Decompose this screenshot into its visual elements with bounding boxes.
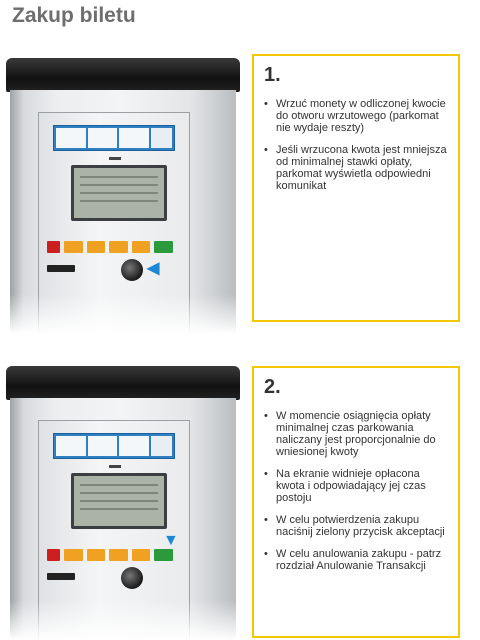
meter-display bbox=[71, 473, 167, 529]
bullet-list bbox=[262, 98, 448, 202]
meter-keypad bbox=[47, 241, 173, 253]
ticket-slot bbox=[109, 157, 121, 160]
parking-meter-illustration bbox=[6, 52, 242, 334]
function-key bbox=[87, 241, 106, 253]
bullet-item: • Jeśli wrzucona kwota jest mniejsza od minimalnej stawki opłaty, parkomat wyświetla odpowiedni komunikat bbox=[262, 144, 448, 192]
page-title: Zakup biletu bbox=[12, 4, 136, 27]
bullet-item: • W momencie osiągnięcia opłaty minimalnej czas parkowania naliczany jest proporcjonalnie do wniesionej kwoty bbox=[262, 410, 448, 458]
step-1-instructions bbox=[252, 54, 460, 322]
cancel-key bbox=[47, 549, 60, 561]
step-2-instructions bbox=[252, 366, 460, 638]
bullet-list bbox=[262, 410, 448, 582]
coin-insert bbox=[121, 259, 143, 281]
meter-display bbox=[71, 165, 167, 221]
step-1-section bbox=[0, 52, 480, 334]
coin-insert bbox=[121, 567, 143, 589]
card-slot bbox=[47, 265, 75, 272]
cancel-key bbox=[47, 241, 60, 253]
bullet-item: • Na ekranie widnieje opłacona kwota i odpowiadający jej czas postoju bbox=[262, 468, 448, 504]
step-2-section bbox=[0, 360, 480, 640]
ticket-slot bbox=[109, 465, 121, 468]
parking-meter-illustration bbox=[6, 360, 242, 640]
meter-keypad bbox=[47, 549, 173, 561]
instruction-sticker bbox=[53, 433, 175, 459]
step-number: 2. bbox=[264, 376, 281, 398]
arrow-left-icon: ◀ bbox=[147, 260, 160, 277]
card-slot bbox=[47, 573, 75, 580]
function-key bbox=[64, 241, 83, 253]
function-key bbox=[132, 549, 151, 561]
function-key bbox=[109, 549, 128, 561]
meter-roof bbox=[6, 58, 240, 92]
accept-key bbox=[154, 549, 173, 561]
function-key bbox=[109, 241, 128, 253]
bullet-item: • Wrzuć monety w odliczonej kwocie do otworu wrzutowego (parkomat nie wydaje reszty) bbox=[262, 98, 448, 134]
meter-roof bbox=[6, 366, 240, 400]
bullet-item: • W celu potwierdzenia zakupu naciśnij zielony przycisk akceptacji bbox=[262, 514, 448, 538]
function-key bbox=[87, 549, 106, 561]
function-key bbox=[132, 241, 151, 253]
accept-key bbox=[154, 241, 173, 253]
instruction-sticker bbox=[53, 125, 175, 151]
step-number: 1. bbox=[264, 64, 281, 86]
arrow-down-icon: ▼ bbox=[163, 532, 179, 549]
function-key bbox=[64, 549, 83, 561]
bullet-item: • W celu anulowania zakupu - patrz rozdział Anulowanie Transakcji bbox=[262, 548, 448, 572]
